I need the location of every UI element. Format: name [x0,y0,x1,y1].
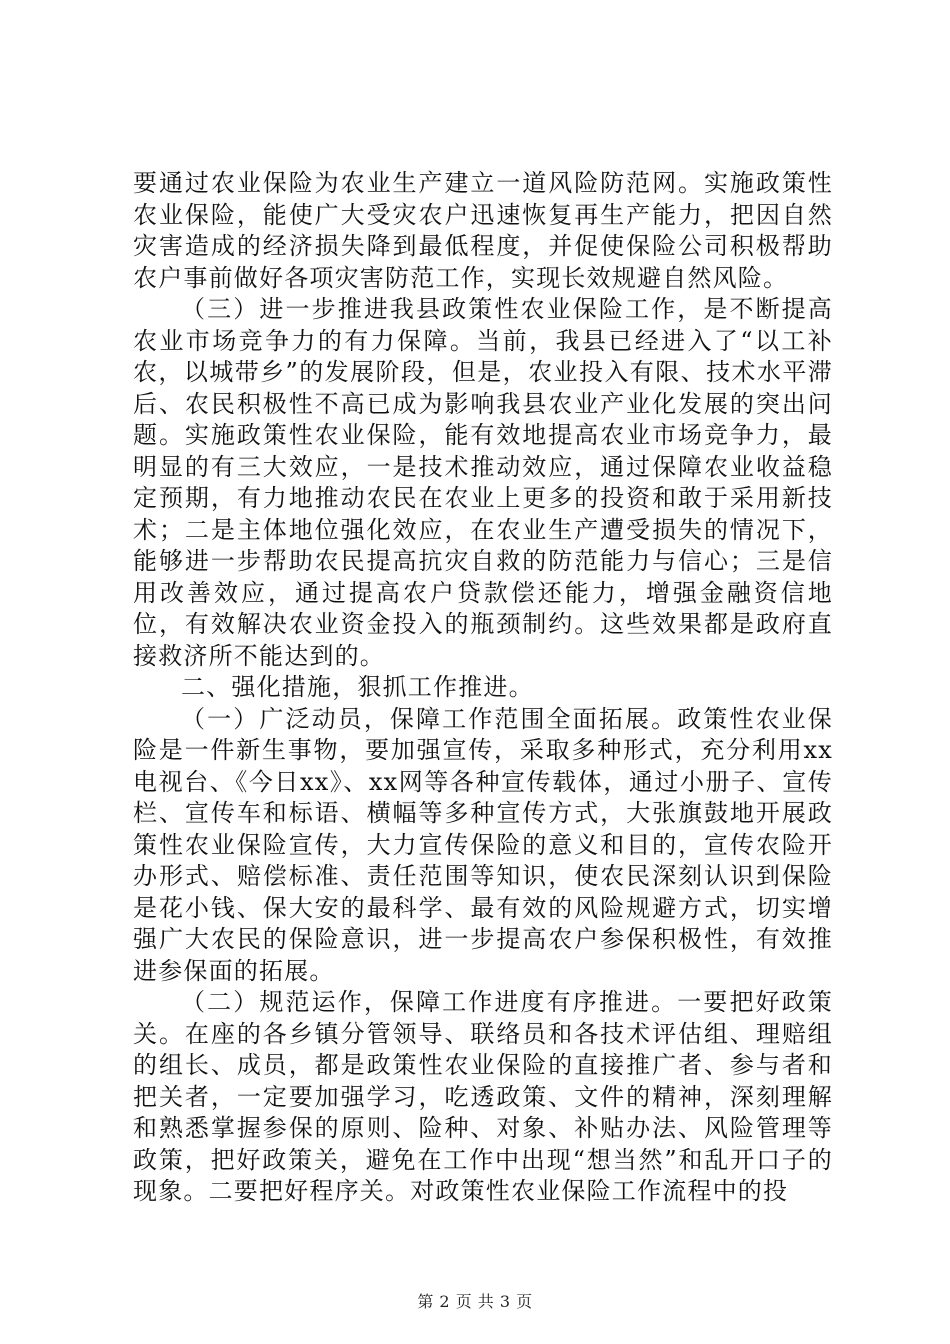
document-body [133,168,833,1208]
page-number-footer: 第 2 页 共 3 页 [417,1292,533,1311]
paragraph-continuation: 要通过农业保险为农业生产建立一道风险防范网。实施政策性农业保险，能使广大受灾农户迅速恢复再生产能力，把因自然灾害造成的经济损失降到最低程度，并促使保险公司积极帮助农户事前做好各项灾害防范工作，实现长效规避自然风险。 [133,169,833,292]
paragraph-subsection-two: （二）规范运作，保障工作进度有序推进。一要把好政策关。在座的各乡镇分管领导、联络员和各技术评估组、理赔组的组长、成员，都是政策性农业保险的直接推广者、参与者和把关者，一定要加强学习，吃透政策、文件的精神，深刻理解和熟悉掌握参保的原则、险种、对象、补贴办法、风险管理等政策，把好政策关，避免在工作中出现“想当然”和乱开口子的现象。二要把好程序关。对政策性农业保险工作流程中的投 [133,988,833,1205]
paragraph-section-three: （三）进一步推进我县政策性农业保险工作，是不断提高农业市场竞争力的有力保障。当前，我县已经进入了“以工补农，以城带乡”的发展阶段，但是，农业投入有限、技术水平滞后、农民积极性不高已成为影响我县农业产业化发展的突出问题。实施政策性农业保险，能有效地提高农业市场竞争力，最明显的有三大效应，一是技术推动效应，通过保障农业收益稳定预期，有力地推动农民在农业上更多的投资和敢于采用新技术；二是主体地位强化效应，在农业生产遭受损失的情况下，能够进一步帮助农民提高抗灾自救的防范能力与信心；三是信用改善效应，通过提高农户贷款偿还能力，增强金融资信地位，有效解决农业资金投入的瓶颈制约。这些效果都是政府直接救济所不能达到的。 [133,295,833,670]
section-heading-two: 二、强化措施，狠抓工作推进。 [181,673,534,701]
paragraph-subsection-one: （一）广泛动员，保障工作范围全面拓展。政策性农业保险是一件新生事物，要加强宣传，采取多种形式，充分利用xx电视台、《今日xx》、xx网等各种宣传载体，通过小册子、宣传栏、宣传车和标语、横幅等多种宣传方式，大张旗鼓地开展政策性农业保险宣传，大力宣传保险的意义和目的，宣传农险开办形式、赔偿标准、责任范围等知识，使农民深刻认识到保险是花小钱、保大安的最科学、最有效的风险规避方式，切实增强广大农民的保险意识，进一步提高农户参保积极性，有效推进参保面的拓展。 [133,704,833,985]
